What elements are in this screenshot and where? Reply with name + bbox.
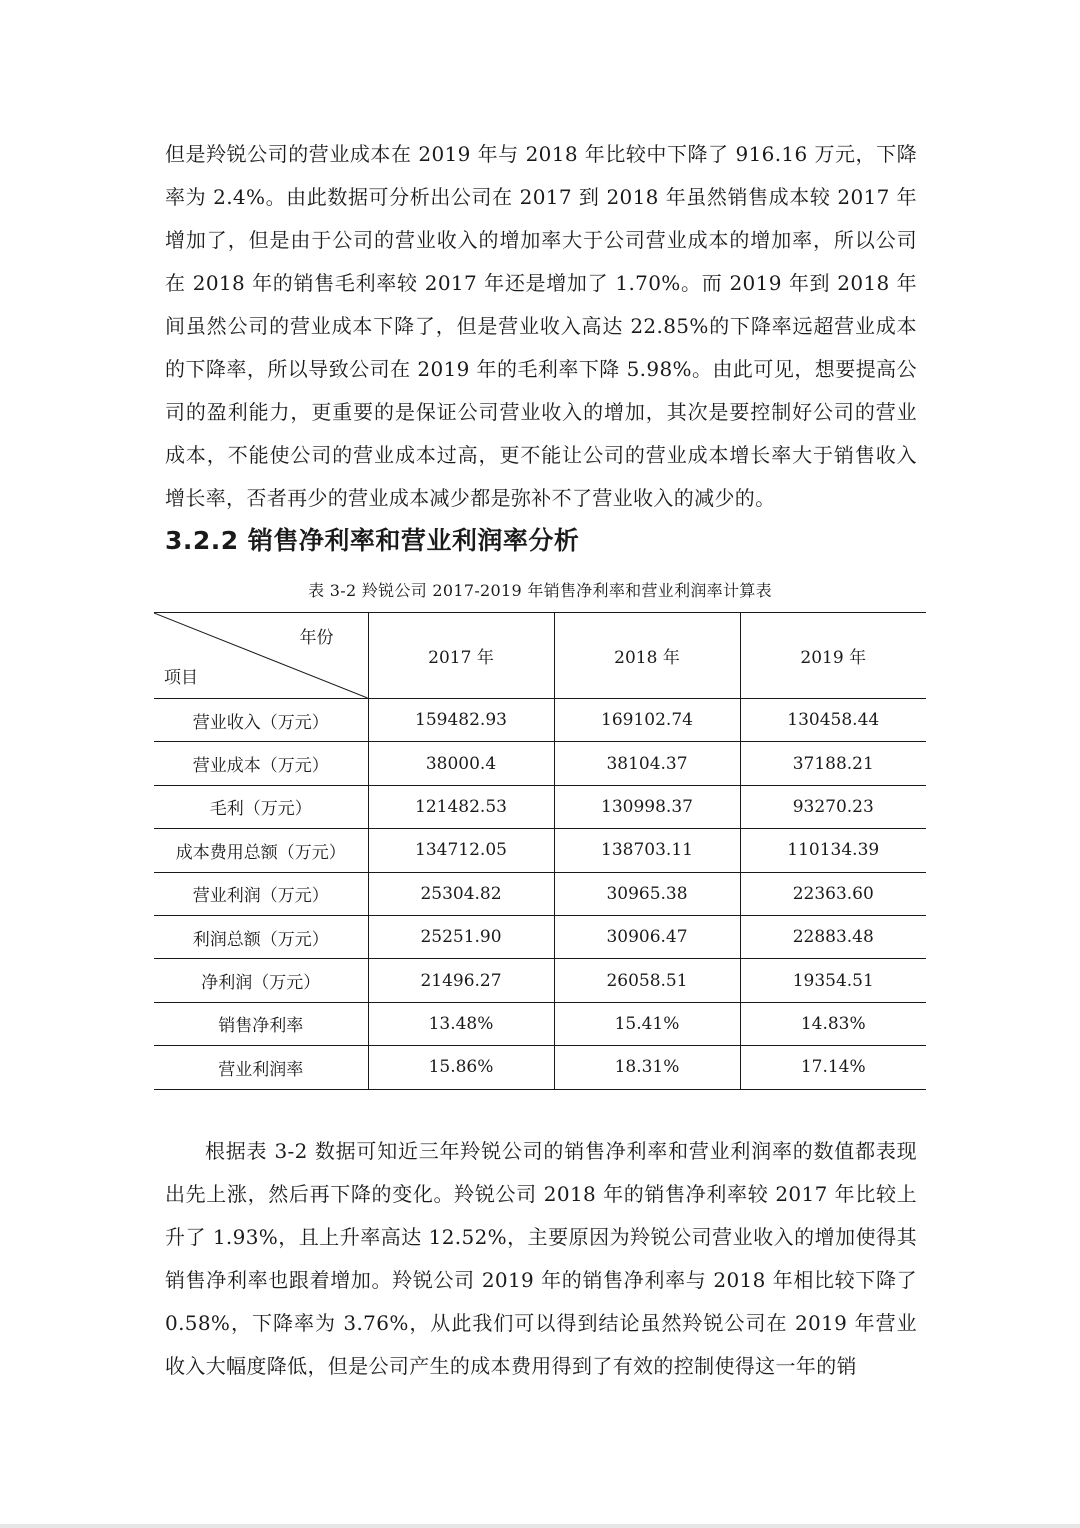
row-label: 销售净利率 [154,1002,368,1045]
cell-2019: 110134.39 [740,829,926,872]
row-label: 毛利（万元） [154,785,368,828]
table-header-row [154,613,926,699]
cell-2017: 25304.82 [368,872,554,915]
cell-2019: 17.14% [740,1046,926,1089]
row-label: 营业成本（万元） [154,742,368,785]
cell-2017: 134712.05 [368,829,554,872]
cell-2018: 30906.47 [554,915,740,958]
table-row [154,742,926,785]
cell-2019: 19354.51 [740,959,926,1002]
cell-2019: 130458.44 [740,699,926,742]
cell-2019: 93270.23 [740,785,926,828]
row-label: 利润总额（万元） [154,915,368,958]
cell-2017: 15.86% [368,1046,554,1089]
cell-2017: 159482.93 [368,699,554,742]
table-row [154,872,926,915]
header-item-label: 项目 [164,668,198,688]
body-paragraph-2: 根据表 3-2 数据可知近三年羚锐公司的销售净利率和营业利润率的数值都表现出先上涨，然后再下降的变化。羚锐公司 2018 年的销售净利率较 2017 年比较上升了 1.93%，且上升率高达 12.52%，主要原因为羚锐公司营业收入的增加使得其销售净利率也跟着增加。羚锐公司 2019 年的销售净利率与 2018 年相比较下降了 0.58%，下降率为 3.76%，从此我们可以得到结论虽然羚锐公司在 2019 年营业收入大幅度降低，但是公司产生的成本费用得到了有效的控制使得这一年的销 [165,1139,917,1378]
header-year-label: 年份 [299,628,334,648]
row-label: 净利润（万元） [154,959,368,1002]
table-row [154,699,926,742]
cell-2017: 121482.53 [368,785,554,828]
ratio-table [154,612,926,1090]
table-row [154,829,926,872]
body-paragraph-1: 但是羚锐公司的营业成本在 2019 年与 2018 年比较中下降了 916.16 万元，下降率为 2.4%。由此数据可分析出公司在 2017 到 2018 年虽然销售成本较 2017 年增加了，但是由于公司的营业收入的增加率大于公司营业成本的增加率，所以公司在 2018 年的销售毛利率较 2017 年还是增加了 1.70%。而 2019 年到 2018 年间虽然公司的营业成本下降了，但是营业收入高达 22.85%的下降率远超营业成本的下降率，所以导致公司在 2019 年的毛利率下降 5.98%。由此可见，想要提高公司的盈利能力，更重要的是保证公司营业收入的增加，其次是要控制好公司的营业成本，不能使公司的营业成本过高，更不能让公司的营业成本增长率大于销售收入增长率，否者再少的营业成本减少都是弥补不了营业收入的减少的。 [165,142,917,510]
diagonal-header-cell [154,613,368,699]
row-label: 营业收入（万元） [154,699,368,742]
cell-2018: 30965.38 [554,872,740,915]
table-row [154,785,926,828]
cell-2019: 37188.21 [740,742,926,785]
cell-2018: 15.41% [554,1002,740,1045]
cell-2018: 169102.74 [554,699,740,742]
table-row [154,959,926,1002]
cell-2018: 38104.37 [554,742,740,785]
cell-2018: 26058.51 [554,959,740,1002]
cell-2019: 22883.48 [740,915,926,958]
header-year-2017: 2017 年 [368,613,554,699]
section-heading: 3.2.2 销售净利率和营业利润率分析 [165,526,580,555]
cell-2019: 14.83% [740,1002,926,1045]
table-row [154,1002,926,1045]
cell-2017: 13.48% [368,1002,554,1045]
table-caption: 表 3-2 羚锐公司 2017-2019 年销售净利率和营业利润率计算表 [308,581,772,600]
cell-2018: 138703.11 [554,829,740,872]
cell-2018: 18.31% [554,1046,740,1089]
table-row [154,915,926,958]
header-year-2019: 2019 年 [740,613,926,699]
row-label: 营业利润（万元） [154,872,368,915]
cell-2017: 21496.27 [368,959,554,1002]
cell-2019: 22363.60 [740,872,926,915]
header-year-2018: 2018 年 [554,613,740,699]
cell-2018: 130998.37 [554,785,740,828]
row-label: 成本费用总额（万元） [154,829,368,872]
cell-2017: 38000.4 [368,742,554,785]
row-label: 营业利润率 [154,1046,368,1089]
table-row [154,1046,926,1089]
cell-2017: 25251.90 [368,915,554,958]
page-bottom-edge [0,1524,1080,1528]
